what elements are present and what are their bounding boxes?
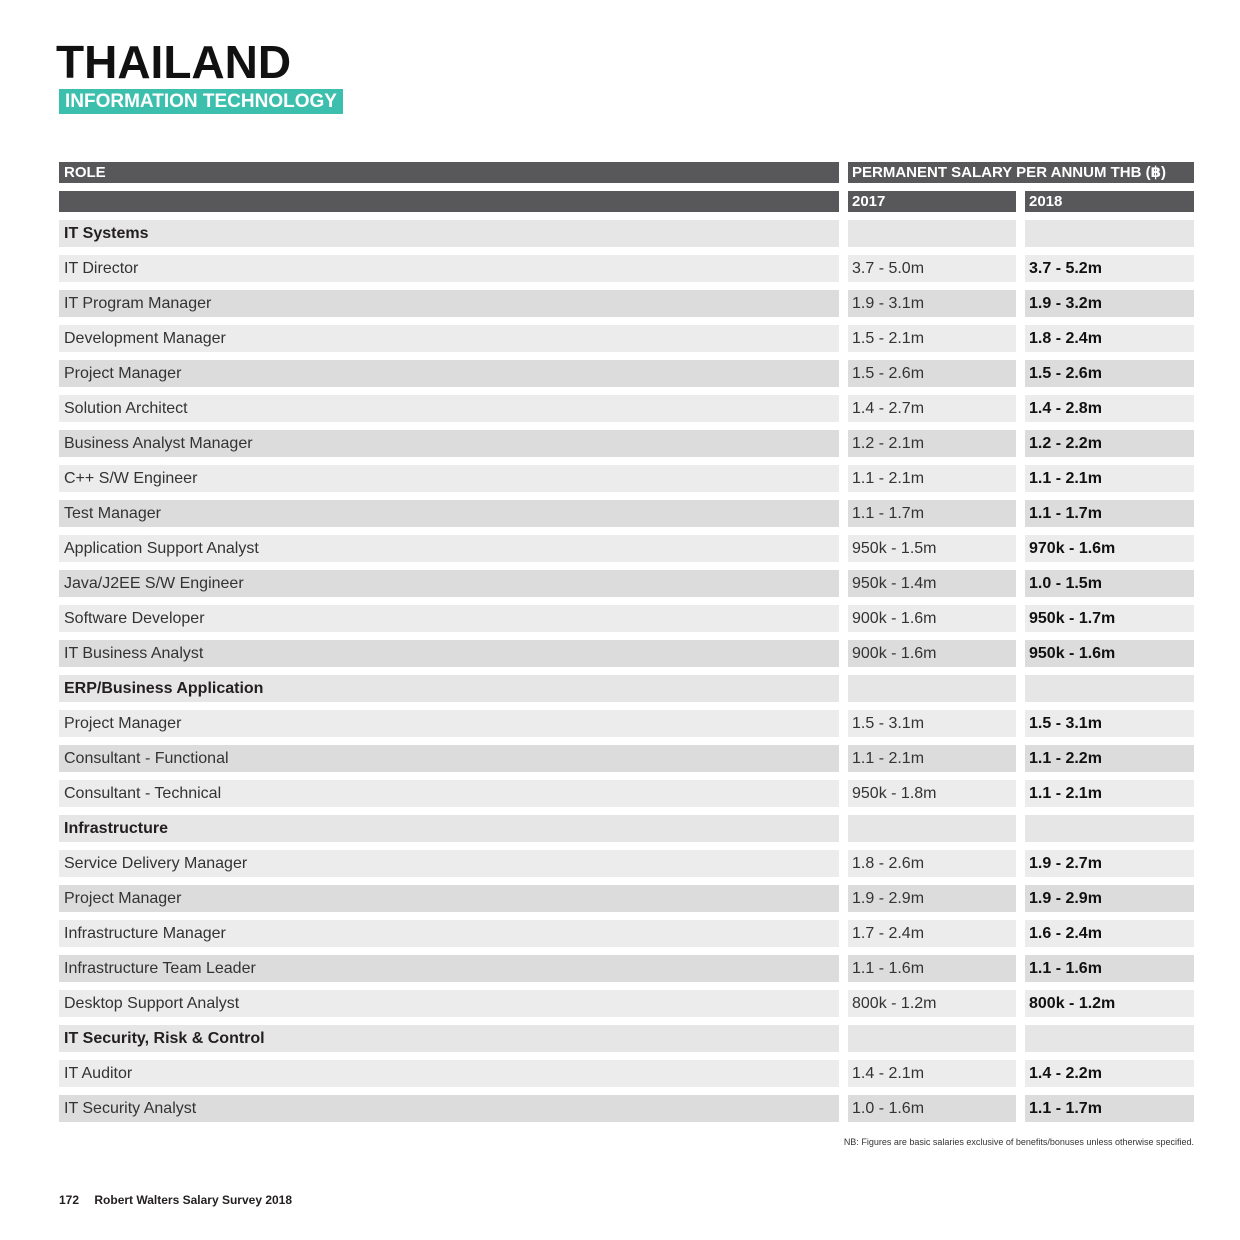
- salary-2018-cell: 1.9 - 2.9m: [1025, 885, 1194, 912]
- salary-2018-cell: 1.8 - 2.4m: [1025, 325, 1194, 352]
- table-row: [59, 990, 1194, 1017]
- section-row: [59, 815, 1194, 842]
- salary-2018-cell: [1025, 815, 1194, 842]
- salary-2017-cell: 800k - 1.2m: [848, 990, 1016, 1017]
- salary-2017-cell: [848, 220, 1016, 247]
- role-cell: Infrastructure Team Leader: [59, 955, 839, 982]
- table-row: [59, 570, 1194, 597]
- salary-2017-cell: 1.1 - 1.6m: [848, 955, 1016, 982]
- role-cell: Java/J2EE S/W Engineer: [59, 570, 839, 597]
- role-cell: Business Analyst Manager: [59, 430, 839, 457]
- table-row: [59, 430, 1194, 457]
- salary-2018-cell: 1.1 - 1.7m: [1025, 500, 1194, 527]
- role-cell: IT Systems: [59, 220, 839, 247]
- table-row: [59, 465, 1194, 492]
- table-row: [59, 325, 1194, 352]
- section-subtitle: INFORMATION TECHNOLOGY: [59, 89, 343, 114]
- page-title: THAILAND: [56, 36, 292, 88]
- table-row: [59, 955, 1194, 982]
- table-row: [59, 745, 1194, 772]
- salary-2018-cell: [1025, 220, 1194, 247]
- salary-2018-cell: 1.1 - 2.1m: [1025, 465, 1194, 492]
- table-row: [59, 780, 1194, 807]
- salary-2018-cell: 1.9 - 2.7m: [1025, 850, 1194, 877]
- salary-2018-cell: 1.0 - 1.5m: [1025, 570, 1194, 597]
- role-cell: IT Director: [59, 255, 839, 282]
- publication-title: Robert Walters Salary Survey 2018: [94, 1193, 293, 1207]
- role-cell: IT Auditor: [59, 1060, 839, 1087]
- salary-2018-cell: 950k - 1.6m: [1025, 640, 1194, 667]
- section-row: [59, 1025, 1194, 1052]
- section-row: [59, 675, 1194, 702]
- table-row: [59, 1095, 1194, 1122]
- salary-2018-cell: 1.1 - 1.6m: [1025, 955, 1194, 982]
- salary-2018-cell: [1025, 1025, 1194, 1052]
- table-body: [59, 220, 1194, 1122]
- salary-2018-cell: 1.6 - 2.4m: [1025, 920, 1194, 947]
- salary-2018-cell: [1025, 675, 1194, 702]
- table-row: [59, 920, 1194, 947]
- salary-2017-cell: [848, 675, 1016, 702]
- salary-2017-cell: 1.4 - 2.1m: [848, 1060, 1016, 1087]
- table-header-row: [59, 162, 1194, 183]
- role-cell: IT Business Analyst: [59, 640, 839, 667]
- role-cell: Desktop Support Analyst: [59, 990, 839, 1017]
- table-row: [59, 605, 1194, 632]
- role-cell: Application Support Analyst: [59, 535, 839, 562]
- salary-2017-cell: 1.0 - 1.6m: [848, 1095, 1016, 1122]
- role-cell: Software Developer: [59, 605, 839, 632]
- table-row: [59, 395, 1194, 422]
- table-row: [59, 1060, 1194, 1087]
- salary-2018-cell: 950k - 1.7m: [1025, 605, 1194, 632]
- salary-2018-cell: 3.7 - 5.2m: [1025, 255, 1194, 282]
- table-row: [59, 640, 1194, 667]
- role-column-header: ROLE: [59, 162, 839, 183]
- salary-column-header: PERMANENT SALARY PER ANNUM THB (฿): [848, 162, 1194, 183]
- salary-2017-cell: 1.1 - 2.1m: [848, 745, 1016, 772]
- table-year-header-row: [59, 191, 1194, 212]
- salary-2017-cell: 900k - 1.6m: [848, 605, 1016, 632]
- role-cell: Development Manager: [59, 325, 839, 352]
- role-cell: Solution Architect: [59, 395, 839, 422]
- role-cell: Test Manager: [59, 500, 839, 527]
- salary-2017-cell: 1.1 - 2.1m: [848, 465, 1016, 492]
- salary-2018-cell: 1.5 - 2.6m: [1025, 360, 1194, 387]
- salary-2017-cell: 1.8 - 2.6m: [848, 850, 1016, 877]
- salary-2017-cell: 1.4 - 2.7m: [848, 395, 1016, 422]
- salary-table: [59, 162, 1194, 1130]
- role-cell: IT Security, Risk & Control: [59, 1025, 839, 1052]
- table-row: [59, 885, 1194, 912]
- role-cell: Project Manager: [59, 885, 839, 912]
- salary-2018-cell: 1.9 - 3.2m: [1025, 290, 1194, 317]
- salary-2017-cell: 1.5 - 2.6m: [848, 360, 1016, 387]
- salary-2017-cell: [848, 1025, 1016, 1052]
- table-row: [59, 360, 1194, 387]
- page-footer: [59, 1193, 292, 1207]
- salary-2018-cell: 1.4 - 2.8m: [1025, 395, 1194, 422]
- table-row: [59, 255, 1194, 282]
- salary-2018-cell: 1.4 - 2.2m: [1025, 1060, 1194, 1087]
- table-row: [59, 850, 1194, 877]
- page-number: 172: [59, 1193, 80, 1207]
- salary-2017-cell: 1.5 - 3.1m: [848, 710, 1016, 737]
- salary-2017-cell: 1.7 - 2.4m: [848, 920, 1016, 947]
- year-2018-header: 2018: [1025, 191, 1194, 212]
- role-cell: Infrastructure: [59, 815, 839, 842]
- year-2017-header: 2017: [848, 191, 1016, 212]
- salary-2017-cell: 900k - 1.6m: [848, 640, 1016, 667]
- role-cell: C++ S/W Engineer: [59, 465, 839, 492]
- role-cell: ERP/Business Application: [59, 675, 839, 702]
- salary-2017-cell: 1.2 - 2.1m: [848, 430, 1016, 457]
- footnote: NB: Figures are basic salaries exclusive of benefits/bonuses unless otherwise specified.: [843, 1137, 1194, 1147]
- role-column-header-blank: [59, 191, 839, 212]
- role-cell: Project Manager: [59, 360, 839, 387]
- role-cell: Infrastructure Manager: [59, 920, 839, 947]
- table-row: [59, 710, 1194, 737]
- salary-2017-cell: 1.5 - 2.1m: [848, 325, 1016, 352]
- salary-2018-cell: 1.2 - 2.2m: [1025, 430, 1194, 457]
- salary-2017-cell: 1.1 - 1.7m: [848, 500, 1016, 527]
- salary-2017-cell: 950k - 1.5m: [848, 535, 1016, 562]
- salary-2017-cell: 1.9 - 3.1m: [848, 290, 1016, 317]
- role-cell: IT Program Manager: [59, 290, 839, 317]
- role-cell: Consultant - Functional: [59, 745, 839, 772]
- role-cell: IT Security Analyst: [59, 1095, 839, 1122]
- salary-2017-cell: 950k - 1.4m: [848, 570, 1016, 597]
- salary-2017-cell: 950k - 1.8m: [848, 780, 1016, 807]
- salary-2017-cell: 1.9 - 2.9m: [848, 885, 1016, 912]
- table-row: [59, 535, 1194, 562]
- salary-2018-cell: 1.1 - 2.1m: [1025, 780, 1194, 807]
- table-row: [59, 500, 1194, 527]
- role-cell: Project Manager: [59, 710, 839, 737]
- salary-2017-cell: [848, 815, 1016, 842]
- salary-2018-cell: 1.1 - 1.7m: [1025, 1095, 1194, 1122]
- table-row: [59, 290, 1194, 317]
- role-cell: Consultant - Technical: [59, 780, 839, 807]
- role-cell: Service Delivery Manager: [59, 850, 839, 877]
- salary-2018-cell: 1.1 - 2.2m: [1025, 745, 1194, 772]
- salary-2018-cell: 1.5 - 3.1m: [1025, 710, 1194, 737]
- salary-2018-cell: 970k - 1.6m: [1025, 535, 1194, 562]
- salary-2017-cell: 3.7 - 5.0m: [848, 255, 1016, 282]
- salary-2018-cell: 800k - 1.2m: [1025, 990, 1194, 1017]
- section-row: [59, 220, 1194, 247]
